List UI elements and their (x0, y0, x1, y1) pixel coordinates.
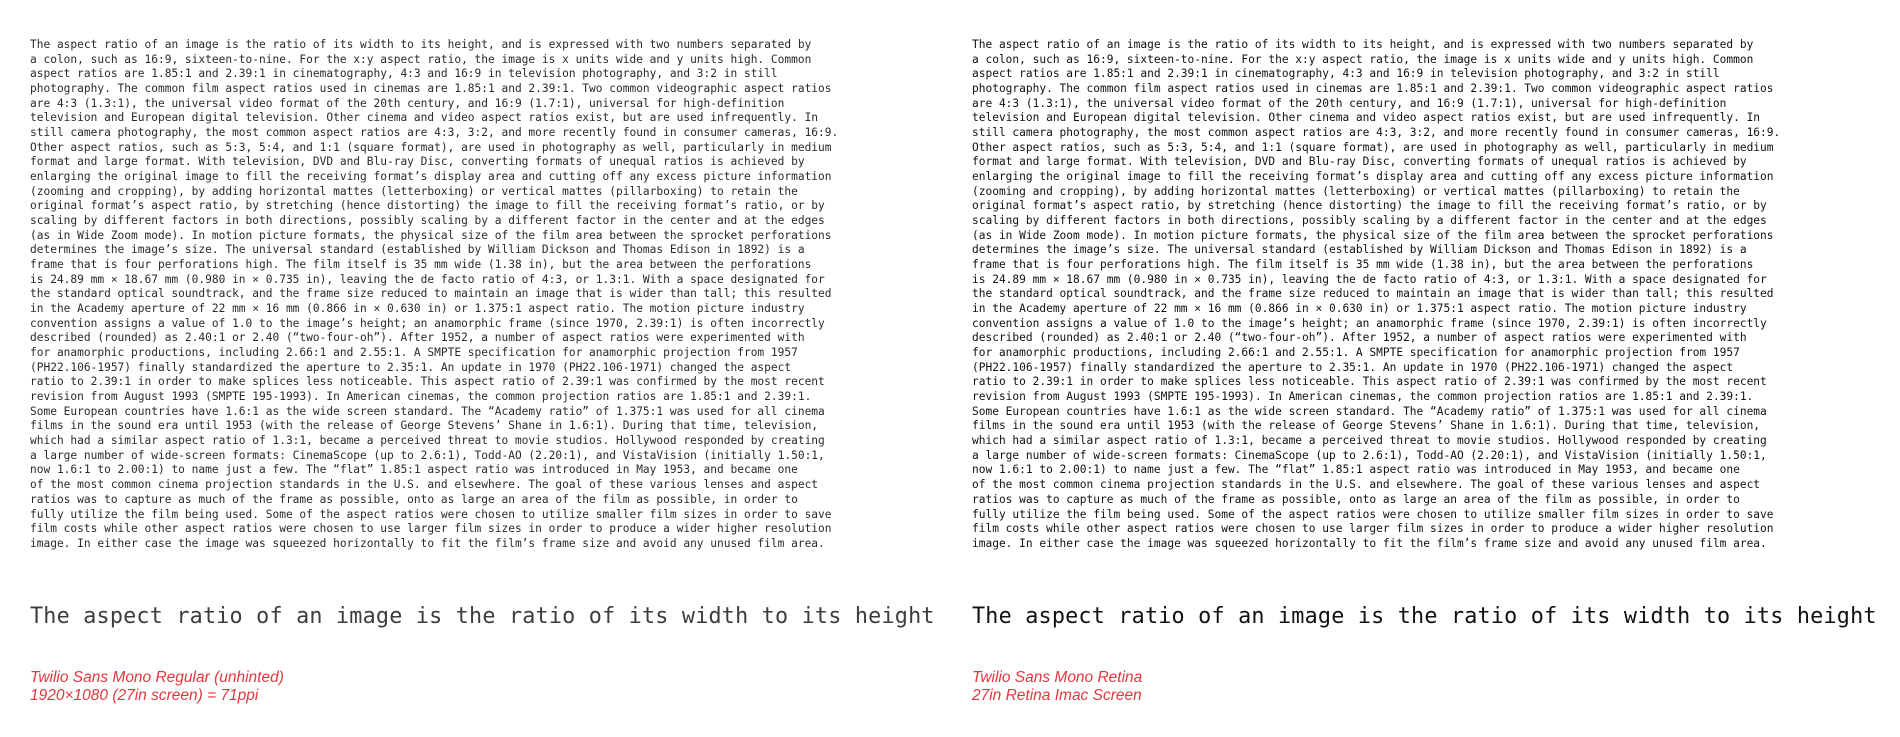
paragraph-line: described (rounded) as 2.40:1 or 2.40 (“two-four-oh”). After 1952, a number of aspect ratios were experimented with (972, 331, 1747, 345)
paragraph-line: (as in Wide Zoom mode). In motion picture formats, the physical size of the film area between the sprocket perforations (30, 228, 832, 242)
specimen-caption (972, 669, 1142, 705)
paragraph-line: still camera photography, the most common aspect ratios are 4:3, 3:2, and more recently found in consumer cameras, 16:9. (972, 126, 1781, 140)
paragraph-line: the standard optical soundtrack, and the frame size reduced to maintain an image that is wider than tall; this resulted (972, 287, 1774, 301)
paragraph-line: format and large format. With television, DVD and Blu-ray Disc, converting formats of unequal ratios is achieved by (972, 155, 1747, 169)
paragraph-line: revision from August 1993 (SMPTE 195-1993). In American cinemas, the common projection ratios are 1.85:1 and 2.39:1. (30, 390, 812, 404)
paragraph-line: is 24.89 mm × 18.67 mm (0.980 in × 0.735 in), leaving the de facto ratio of 4:3, or 1.3:1. With a space designated for (972, 272, 1767, 286)
paragraph-line: determines the image’s size. The universal standard (established by William Dickson and Thomas Edison in 1892) is a (972, 243, 1747, 257)
paragraph-line: Some European countries have 1.6:1 as the wide screen standard. The “Academy ratio” of 1.375:1 was used for all cinema (30, 404, 825, 418)
paragraph-line: scaling by different factors in both directions, possibly scaling by a different factor in the center and at the edges (972, 214, 1767, 228)
paragraph-line: (PH22.106-1957) finally standardized the aperture to 2.35:1. An update in 1970 (PH22.106-1971) changed the aspect (30, 360, 792, 374)
paragraph-line: are 4:3 (1.3:1), the universal video format of the 20th century, and 16:9 (1.7:1), universal for high-definition (972, 96, 1727, 110)
paragraph-line: (zooming and cropping), by adding horizontal mattes (letterboxing) or vertical mattes (pillarboxing) to retain the (972, 184, 1740, 198)
paragraph-line: ratio to 2.39:1 in order to make splices less noticeable. This aspect ratio of 2.39:1 was confirmed by the most recent (30, 375, 825, 389)
paragraph-line: Some European countries have 1.6:1 as the wide screen standard. The “Academy ratio” of 1.375:1 was used for all cinema (972, 404, 1767, 418)
paragraph-line: a colon, such as 16:9, sixteen-to-nine. For the x:y aspect ratio, the image is x units wide and y units high. Common (972, 52, 1754, 66)
paragraph-line: Other aspect ratios, such as 5:3, 5:4, and 1:1 (square format), are used in photography as well, particularly in medium (972, 140, 1774, 154)
paragraph-line: photography. The common film aspect ratios used in cinemas are 1.85:1 and 2.39:1. Two common videographic aspect ratios (972, 82, 1774, 96)
paragraph-line: aspect ratios are 1.85:1 and 2.39:1 in cinematography, 4:3 and 16:9 in television photography, and 3:2 in still (972, 67, 1720, 81)
paragraph-line: ratios was to capture as much of the frame as possible, onto as large an area of the film as possible, in order to (972, 492, 1740, 506)
paragraph-line: television and European digital television. Other cinema and video aspect ratios exist, but are used infrequently. In (30, 111, 819, 125)
caption-font-name: Twilio Sans Mono Regular (unhinted) (30, 669, 284, 686)
unhinted-specimen-panel (30, 38, 935, 704)
caption-screen-info: 1920×1080 (27in screen) = 71ppi (30, 687, 259, 704)
paragraph-line: convention assigns a value of 1.0 to the image’s height; an anamorphic frame (since 1970, 2.39:1) is often incorrectly (972, 316, 1767, 330)
paragraph-line: of the most common cinema projection standards in the U.S. and elsewhere. The goal of these various lenses and aspect (972, 478, 1761, 492)
paragraph-line: is 24.89 mm × 18.67 mm (0.980 in × 0.735 in), leaving the de facto ratio of 4:3, or 1.3:1. With a space designated for (30, 272, 825, 286)
paragraph-line: a large number of wide-screen formats: CinemaScope (up to 2.6:1), Todd-AO (2.20:1), and VistaVision (initially 1.50:1, (972, 448, 1767, 462)
caption-font-name: Twilio Sans Mono Retina (972, 669, 1143, 686)
specimen-paragraph (972, 38, 1877, 552)
paragraph-line: aspect ratios are 1.85:1 and 2.39:1 in cinematography, 4:3 and 16:9 in television photography, and 3:2 in still (30, 67, 778, 81)
specimen-paragraph (30, 38, 935, 552)
paragraph-line: a colon, such as 16:9, sixteen-to-nine. For the x:y aspect ratio, the image is x units wide and y units high. Common (30, 52, 812, 66)
paragraph-line: frame that is four perforations high. The film itself is 35 mm wide (1.38 in), but the area between the perforations (30, 258, 812, 272)
paragraph-line: of the most common cinema projection standards in the U.S. and elsewhere. The goal of these various lenses and aspect (30, 478, 819, 492)
paragraph-line: the standard optical soundtrack, and the frame size reduced to maintain an image that is wider than tall; this resulted (30, 287, 832, 301)
specimen-headline: The aspect ratio of an image is the ratio of its width to its height (972, 604, 1877, 629)
paragraph-line: The aspect ratio of an image is the ratio of its width to its height, and is expressed with two numbers separated by (972, 38, 1754, 51)
paragraph-line: for anamorphic productions, including 2.66:1 and 2.55:1. A SMPTE specification for anamorphic projection from 1957 (972, 346, 1740, 360)
paragraph-line: are 4:3 (1.3:1), the universal video format of the 20th century, and 16:9 (1.7:1), universal for high-definition (30, 96, 785, 110)
paragraph-line: films in the sound era until 1953 (with the release of George Stevens’ Shane in 1.6:1). During that time, television, (30, 419, 819, 433)
paragraph-line: enlarging the original image to fill the receiving format’s display area and cutting off any excess picture information (972, 170, 1774, 184)
specimen-caption (30, 669, 284, 705)
paragraph-line: films in the sound era until 1953 (with the release of George Stevens’ Shane in 1.6:1). During that time, television, (972, 419, 1761, 433)
paragraph-line: a large number of wide-screen formats: CinemaScope (up to 2.6:1), Todd-AO (2.20:1), and VistaVision (initially 1.50:1, (30, 448, 825, 462)
paragraph-line: described (rounded) as 2.40:1 or 2.40 (“two-four-oh”). After 1952, a number of aspect ratios were experimented with (30, 331, 805, 345)
paragraph-line: image. In either case the image was squeezed horizontally to fit the film’s frame size and avoid any unused film area. (972, 536, 1767, 550)
paragraph-line: film costs while other aspect ratios were chosen to use larger film sizes in order to produce a wider higher resolution (972, 522, 1774, 536)
paragraph-line: now 1.6:1 to 2.00:1) to name just a few. The “flat” 1.85:1 aspect ratio was introduced in May 1953, and became one (30, 463, 798, 477)
paragraph-line: (zooming and cropping), by adding horizontal mattes (letterboxing) or vertical mattes (pillarboxing) to retain the (30, 184, 798, 198)
paragraph-line: determines the image’s size. The universal standard (established by William Dickson and Thomas Edison in 1892) is a (30, 243, 805, 257)
paragraph-line: now 1.6:1 to 2.00:1) to name just a few. The “flat” 1.85:1 aspect ratio was introduced in May 1953, and became one (972, 463, 1740, 477)
paragraph-line: (as in Wide Zoom mode). In motion picture formats, the physical size of the film area between the sprocket perforations (972, 228, 1774, 242)
paragraph-line: convention assigns a value of 1.0 to the image’s height; an anamorphic frame (since 1970, 2.39:1) is often incorrectly (30, 316, 825, 330)
paragraph-line: film costs while other aspect ratios were chosen to use larger film sizes in order to produce a wider higher resolution (30, 522, 832, 536)
specimen-headline: The aspect ratio of an image is the ratio of its width to its height (30, 604, 935, 629)
paragraph-line: ratio to 2.39:1 in order to make splices less noticeable. This aspect ratio of 2.39:1 was confirmed by the most recent (972, 375, 1767, 389)
paragraph-line: fully utilize the film being used. Some of the aspect ratios were chosen to utilize smaller film sizes in order to save (30, 507, 832, 521)
paragraph-line: ratios was to capture as much of the frame as possible, onto as large an area of the film as possible, in order to (30, 492, 798, 506)
paragraph-line: for anamorphic productions, including 2.66:1 and 2.55:1. A SMPTE specification for anamorphic projection from 1957 (30, 346, 798, 360)
paragraph-line: (PH22.106-1957) finally standardized the aperture to 2.35:1. An update in 1970 (PH22.106-1971) changed the aspect (972, 360, 1734, 374)
paragraph-line: image. In either case the image was squeezed horizontally to fit the film’s frame size and avoid any unused film area. (30, 536, 825, 550)
retina-specimen-panel (972, 38, 1877, 704)
paragraph-line: in the Academy aperture of 22 mm × 16 mm (0.866 in × 0.630 in) or 1.375:1 aspect ratio. The motion picture industry (30, 302, 805, 316)
paragraph-line: which had a similar aspect ratio of 1.3:1, became a perceived threat to movie studios. Hollywood responded by creating (30, 434, 825, 448)
paragraph-line: which had a similar aspect ratio of 1.3:1, became a perceived threat to movie studios. Hollywood responded by creating (972, 434, 1767, 448)
paragraph-line: Other aspect ratios, such as 5:3, 5:4, and 1:1 (square format), are used in photography as well, particularly in medium (30, 140, 832, 154)
paragraph-line: television and European digital television. Other cinema and video aspect ratios exist, but are used infrequently. In (972, 111, 1761, 125)
paragraph-line: frame that is four perforations high. The film itself is 35 mm wide (1.38 in), but the area between the perforations (972, 258, 1754, 272)
paragraph-line: in the Academy aperture of 22 mm × 16 mm (0.866 in × 0.630 in) or 1.375:1 aspect ratio. The motion picture industry (972, 302, 1747, 316)
paragraph-line: original format’s aspect ratio, by stretching (hence distorting) the image to fill the receiving format’s ratio, or by (30, 199, 825, 213)
caption-screen-info: 27in Retina Imac Screen (972, 687, 1142, 704)
paragraph-line: revision from August 1993 (SMPTE 195-1993). In American cinemas, the common projection ratios are 1.85:1 and 2.39:1. (972, 390, 1754, 404)
paragraph-line: photography. The common film aspect ratios used in cinemas are 1.85:1 and 2.39:1. Two common videographic aspect ratios (30, 82, 832, 96)
paragraph-line: The aspect ratio of an image is the ratio of its width to its height, and is expressed with two numbers separated by (30, 38, 812, 51)
paragraph-line: format and large format. With television, DVD and Blu-ray Disc, converting formats of unequal ratios is achieved by (30, 155, 805, 169)
paragraph-line: still camera photography, the most common aspect ratios are 4:3, 3:2, and more recently found in consumer cameras, 16:9. (30, 126, 839, 140)
paragraph-line: original format’s aspect ratio, by stretching (hence distorting) the image to fill the receiving format’s ratio, or by (972, 199, 1767, 213)
paragraph-line: scaling by different factors in both directions, possibly scaling by a different factor in the center and at the edges (30, 214, 825, 228)
paragraph-line: enlarging the original image to fill the receiving format’s display area and cutting off any excess picture information (30, 170, 832, 184)
paragraph-line: fully utilize the film being used. Some of the aspect ratios were chosen to utilize smaller film sizes in order to save (972, 507, 1774, 521)
